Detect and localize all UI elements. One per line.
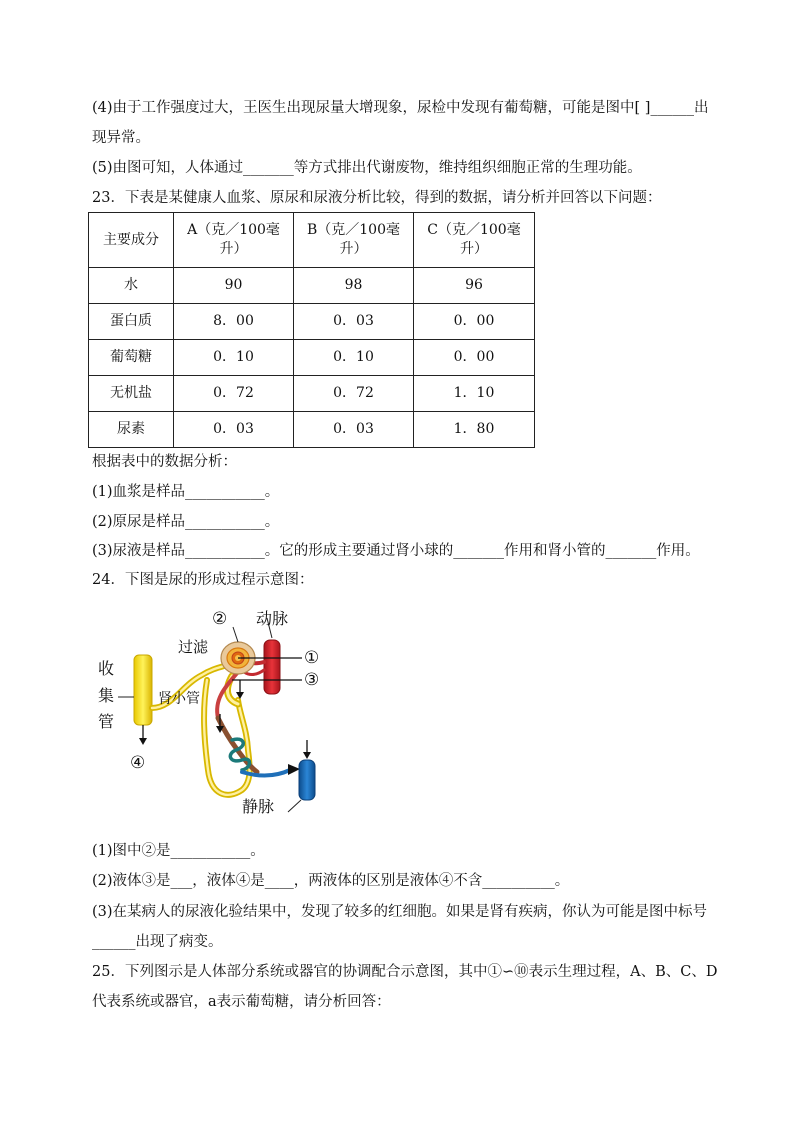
label-4: ④ — [130, 753, 146, 773]
q25-stem-line1: 25．下列图示是人体部分系统或器官的协调配合示意图，其中①∽⑩表示生理过程，A、B、C、D — [92, 964, 718, 980]
q24-part3-line2: ______出现了病变。 — [92, 934, 223, 950]
label-3: ③ — [304, 670, 320, 690]
table-cell: 1．80 — [414, 412, 535, 448]
q22-part5: (5)由图可知，人体通过_______等方式排出代谢废物，维持组织细胞正常的生理功能。 — [92, 160, 642, 176]
table-header-cell: A（克／100毫 升） — [174, 213, 294, 268]
table-cell: 8．00 — [174, 304, 294, 340]
table-cell: 0．10 — [294, 340, 414, 376]
table-cell: 葡萄糖 — [89, 340, 174, 376]
q23-stem: 23．下表是某健康人血浆、原尿和尿液分析比较，得到的数据，请分析并回答以下问题： — [92, 190, 662, 206]
q24-part1: (1)图中②是___________。 — [92, 843, 265, 859]
q22-part4-line2: 现异常。 — [92, 130, 150, 146]
label-collect-1: 收 — [98, 659, 115, 678]
table-header-cell: C（克／100毫 升） — [414, 213, 535, 268]
table-cell: 尿素 — [89, 412, 174, 448]
label-collect-3: 管 — [98, 712, 115, 731]
q24-part2: (2)液体③是___，液体④是____，两液体的区别是液体④不含__________。 — [92, 873, 570, 889]
table-cell: 无机盐 — [89, 376, 174, 412]
table-cell: 0．10 — [174, 340, 294, 376]
table-cell: 蛋白质 — [89, 304, 174, 340]
table-cell: 0．03 — [294, 304, 414, 340]
label-tubule: 肾小管 — [158, 691, 200, 707]
table-header-row — [89, 213, 535, 268]
table-header-cell: 主要成分 — [89, 213, 174, 268]
table-row — [89, 304, 535, 340]
table-cell: 0．03 — [294, 412, 414, 448]
table-row — [89, 412, 535, 448]
artery-shape — [264, 640, 280, 694]
q23-part3: (3)尿液是样品___________。它的形成主要通过肾小球的_______作用和肾小管的_______作用。 — [92, 543, 700, 559]
table-cell: 0．03 — [174, 412, 294, 448]
table-cell: 96 — [414, 268, 535, 304]
table-cell: 1．10 — [414, 376, 535, 412]
table-cell: 0．72 — [294, 376, 414, 412]
q23-part2: (2)原尿是样品___________。 — [92, 514, 280, 530]
label-filtration: 过滤 — [178, 638, 209, 656]
table-cell: 0．00 — [414, 304, 535, 340]
table-cell: 90 — [174, 268, 294, 304]
label-2: ② — [212, 609, 228, 629]
urine-formation-diagram — [92, 600, 342, 825]
q23-part1: (1)血浆是样品___________。 — [92, 484, 280, 500]
table-row — [89, 376, 535, 412]
table-row — [89, 340, 535, 376]
composition-table — [88, 212, 535, 448]
q24-stem: 24．下图是尿的形成过程示意图： — [92, 572, 314, 588]
q25-stem-line2: 代表系统或器官，a表示葡萄糖，请分析回答： — [92, 994, 391, 1010]
table-row — [89, 268, 535, 304]
q24-part3-line1: (3)在某病人的尿液化验结果中，发现了较多的红细胞。如果是肾有疾病，你认为可能是图中标号 — [92, 904, 708, 920]
q22-part4-line1: (4)由于工作强度过大，王医生出现尿量大增现象，尿检中发现有葡萄糖，可能是图中[ ]______出 — [92, 100, 709, 116]
table-cell: 0．00 — [414, 340, 535, 376]
label-vein: 静脉 — [242, 797, 275, 816]
table-cell: 0．72 — [174, 376, 294, 412]
table-cell: 98 — [294, 268, 414, 304]
table-header-cell: B（克／100毫 升） — [294, 213, 414, 268]
label-artery: 动脉 — [256, 609, 289, 628]
vein-shape — [299, 760, 315, 800]
q23-instruction: 根据表中的数据分析： — [92, 454, 237, 470]
collecting-duct-shape — [134, 655, 152, 725]
label-collect-2: 集 — [98, 686, 115, 705]
label-1: ① — [304, 648, 320, 668]
table-cell: 水 — [89, 268, 174, 304]
